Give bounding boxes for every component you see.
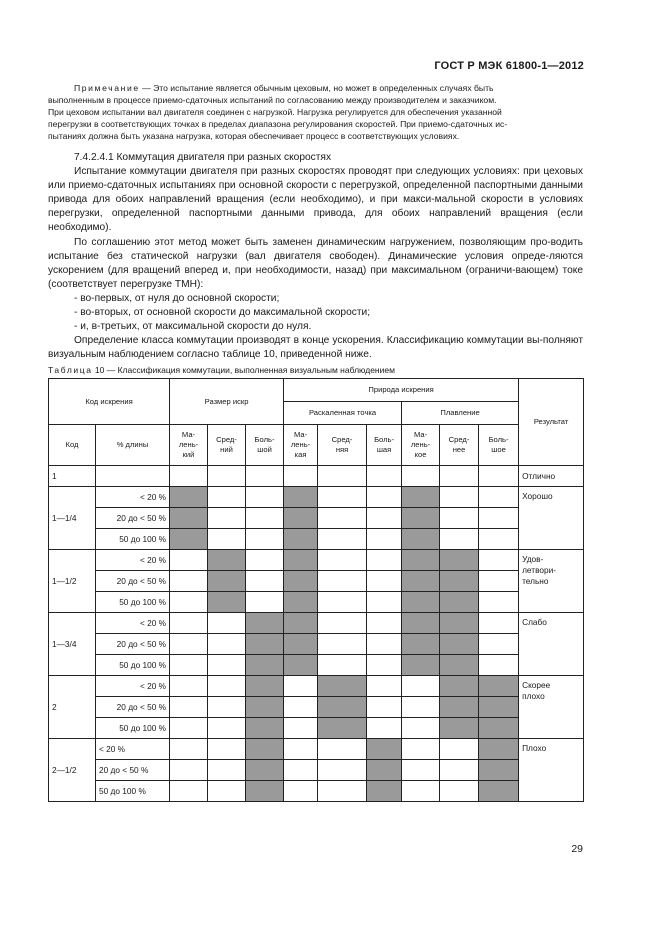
empty-cell <box>246 508 284 529</box>
shaded-cell <box>318 676 367 697</box>
shaded-cell <box>402 613 440 634</box>
empty-cell <box>367 613 402 634</box>
shaded-cell <box>402 508 440 529</box>
row-length: < 20 % <box>96 550 170 571</box>
empty-cell <box>284 781 318 802</box>
hot-point-col-2: Сред- няя <box>318 425 367 466</box>
note-label: Примечание <box>74 83 140 93</box>
empty-cell <box>170 592 208 613</box>
row-result: Скорее плохо <box>519 676 584 739</box>
shaded-cell <box>208 571 246 592</box>
shaded-cell <box>479 760 519 781</box>
empty-cell <box>208 781 246 802</box>
empty-cell <box>367 508 402 529</box>
marker-cell <box>402 466 440 487</box>
empty-cell <box>318 487 367 508</box>
shaded-cell <box>367 760 402 781</box>
shaded-cell <box>479 739 519 760</box>
empty-cell <box>208 718 246 739</box>
empty-cell <box>170 571 208 592</box>
shaded-cell <box>284 571 318 592</box>
shaded-cell <box>246 676 284 697</box>
table-row <box>49 676 584 697</box>
row-length: 50 до 100 % <box>96 529 170 550</box>
shaded-cell <box>402 571 440 592</box>
empty-cell <box>440 760 479 781</box>
shaded-cell <box>479 781 519 802</box>
table-row <box>49 760 584 781</box>
row-length: 20 до < 50 % <box>96 508 170 529</box>
shaded-cell <box>367 739 402 760</box>
empty-cell <box>367 529 402 550</box>
empty-cell <box>318 592 367 613</box>
table-row <box>49 487 584 508</box>
empty-cell <box>402 760 440 781</box>
shaded-cell <box>479 676 519 697</box>
empty-cell <box>440 487 479 508</box>
empty-cell <box>208 760 246 781</box>
shaded-cell <box>402 655 440 676</box>
empty-cell <box>246 550 284 571</box>
shaded-cell <box>440 718 479 739</box>
empty-cell <box>479 571 519 592</box>
header-code: Код <box>49 425 96 466</box>
list-item-3: - и, в-третьих, от максимальной скорости до нуля. <box>74 321 312 333</box>
note-line-2: выполненным в процессе приемо-сдаточных испытаний по согласованию между производителем и заказчиком. <box>48 95 497 105</box>
shaded-cell <box>284 592 318 613</box>
empty-cell <box>367 697 402 718</box>
shaded-cell <box>284 550 318 571</box>
marker-cell <box>367 466 402 487</box>
shaded-cell <box>246 739 284 760</box>
shaded-cell <box>284 529 318 550</box>
table-row <box>49 571 584 592</box>
table-row <box>49 466 584 487</box>
empty-cell <box>318 781 367 802</box>
row-code: 1 <box>49 466 96 487</box>
row-result: Плохо <box>519 739 584 802</box>
shaded-cell <box>479 697 519 718</box>
list-item-2: - во-вторых, от основной скорости до максимальной скорости; <box>74 307 371 319</box>
shaded-cell <box>402 529 440 550</box>
shaded-cell <box>440 613 479 634</box>
document-id: ГОСТ Р МЭК 61800-1—2012 <box>434 60 584 72</box>
shaded-cell <box>170 487 208 508</box>
shaded-cell <box>284 655 318 676</box>
empty-cell <box>246 487 284 508</box>
empty-cell <box>318 529 367 550</box>
row-length: 50 до 100 % <box>96 781 170 802</box>
marker-cell <box>479 466 519 487</box>
empty-cell <box>479 655 519 676</box>
shaded-cell <box>284 613 318 634</box>
size-col-3: Боль- шой <box>246 425 284 466</box>
row-length: 20 до < 50 % <box>96 634 170 655</box>
row-code: 1—1/4 <box>49 487 96 550</box>
empty-cell <box>402 781 440 802</box>
empty-cell <box>367 550 402 571</box>
row-result: Слабо <box>519 613 584 676</box>
row-result: Отлично <box>519 466 584 487</box>
row-length: 50 до 100 % <box>96 592 170 613</box>
table-row <box>49 550 584 571</box>
empty-cell <box>246 571 284 592</box>
empty-cell <box>367 676 402 697</box>
table-row <box>49 634 584 655</box>
row-length <box>96 466 170 487</box>
empty-cell <box>318 655 367 676</box>
row-result: Удов- летвори- тельно <box>519 550 584 613</box>
row-length: 50 до 100 % <box>96 718 170 739</box>
header-row-3 <box>49 425 584 466</box>
row-length: 50 до 100 % <box>96 655 170 676</box>
paragraph-3: Определение класса коммутации производят в конце ускорения. Классификацию коммутации вы-полняют визуальным наблюдением согласно таблице 10, приведенной ниже. <box>48 335 583 361</box>
empty-cell <box>170 634 208 655</box>
empty-cell <box>170 613 208 634</box>
row-code: 1—1/2 <box>49 550 96 613</box>
row-length: 20 до < 50 % <box>96 697 170 718</box>
header-nature: Природа искрения <box>284 379 519 402</box>
melting-col-1: Ма- лень- кое <box>402 425 440 466</box>
empty-cell <box>440 739 479 760</box>
table-row <box>49 508 584 529</box>
note-block <box>48 82 583 142</box>
header-spark-code: Код искрения <box>49 379 170 425</box>
list-item-1: - во-первых, от нуля до основной скорости; <box>74 292 280 304</box>
table-caption <box>48 365 395 375</box>
shaded-cell <box>440 655 479 676</box>
row-length: 20 до < 50 % <box>96 571 170 592</box>
shaded-cell <box>284 634 318 655</box>
hot-point-col-3: Боль- шая <box>367 425 402 466</box>
empty-cell <box>170 676 208 697</box>
empty-cell <box>170 760 208 781</box>
row-code: 1—3/4 <box>49 613 96 676</box>
shaded-cell <box>246 781 284 802</box>
empty-cell <box>367 655 402 676</box>
paragraph-1: Испытание коммутации двигателя при разных скоростях проводят при следующих условиях: при цеховых или приемо-сдаточных испытаниях при основной скорости с перегрузкой, определенной паспортными данными привода для обоих направлений вращения (если необходимо), и при макси-мальной скорости в условиях перегрузки, определенной паспортными данными привода, для обоих направлений вращения (если необходимо). <box>48 166 583 234</box>
table-row <box>49 739 584 760</box>
shaded-cell <box>440 697 479 718</box>
empty-cell <box>318 634 367 655</box>
shaded-cell <box>208 550 246 571</box>
empty-cell <box>440 781 479 802</box>
shaded-cell <box>170 529 208 550</box>
empty-cell <box>402 739 440 760</box>
shaded-cell <box>367 781 402 802</box>
row-length: < 20 % <box>96 613 170 634</box>
row-length: < 20 % <box>96 487 170 508</box>
table-row <box>49 718 584 739</box>
empty-cell <box>284 760 318 781</box>
header-row-1 <box>49 379 584 402</box>
empty-cell <box>318 613 367 634</box>
empty-cell <box>208 508 246 529</box>
empty-cell <box>208 613 246 634</box>
melting-col-3: Боль- шое <box>479 425 519 466</box>
table-row <box>49 529 584 550</box>
main-text <box>48 151 583 362</box>
empty-cell <box>479 613 519 634</box>
table-row <box>49 613 584 634</box>
paragraph-2: По соглашению этот метод может быть заменен динамическим нагружением, позволяющим про-водить испытание без статической нагрузки (вал двигателя свободен). Динамические условия опреде-ляются ускорением (для вращений вперед и, при необходимости, назад) при максимальном (ограничи-вающем) токе (соответствует перегрузке ТМН): <box>48 236 583 290</box>
empty-cell <box>402 718 440 739</box>
marker-cell <box>246 466 284 487</box>
table-row <box>49 592 584 613</box>
note-dash: — <box>139 83 154 93</box>
empty-cell <box>170 781 208 802</box>
empty-cell <box>402 676 440 697</box>
empty-cell <box>170 550 208 571</box>
empty-cell <box>318 760 367 781</box>
note-text: Это испытание является обычным цеховым, но может в определенных случаях быть <box>153 83 494 93</box>
table-body <box>49 379 584 802</box>
empty-cell <box>479 550 519 571</box>
note-line-5: пытаниях должна быть указана нагрузка, которая обеспечивает процесс в соответствующих условиях. <box>48 131 460 141</box>
shaded-cell <box>318 697 367 718</box>
hot-point-col-1: Ма- лень- кая <box>284 425 318 466</box>
empty-cell <box>367 718 402 739</box>
row-length: < 20 % <box>96 676 170 697</box>
shaded-cell <box>284 508 318 529</box>
row-code: 2—1/2 <box>49 739 96 802</box>
empty-cell <box>284 697 318 718</box>
empty-cell <box>208 655 246 676</box>
empty-cell <box>170 718 208 739</box>
shaded-cell <box>246 655 284 676</box>
empty-cell <box>170 655 208 676</box>
header-result: Результат <box>519 379 584 466</box>
shaded-cell <box>246 613 284 634</box>
header-length: % длины <box>96 425 170 466</box>
size-col-2: Сред- ний <box>208 425 246 466</box>
empty-cell <box>402 697 440 718</box>
table-row <box>49 781 584 802</box>
shaded-cell <box>246 634 284 655</box>
shaded-cell <box>208 592 246 613</box>
marker-cell <box>284 466 318 487</box>
note-line-1 <box>48 82 583 94</box>
empty-cell <box>208 487 246 508</box>
empty-cell <box>284 676 318 697</box>
row-length: < 20 % <box>96 739 170 760</box>
empty-cell <box>440 508 479 529</box>
empty-cell <box>170 739 208 760</box>
empty-cell <box>208 634 246 655</box>
shaded-cell <box>170 508 208 529</box>
shaded-cell <box>440 571 479 592</box>
empty-cell <box>318 739 367 760</box>
melting-col-2: Сред- нее <box>440 425 479 466</box>
shaded-cell <box>440 634 479 655</box>
shaded-cell <box>440 592 479 613</box>
shaded-cell <box>246 718 284 739</box>
empty-cell <box>367 571 402 592</box>
shaded-cell <box>402 550 440 571</box>
empty-cell <box>318 508 367 529</box>
note-line-3: При цеховом испытании вал двигателя соединен с нагрузкой. Нагрузка регулируется для обеспечения указанной <box>48 107 502 117</box>
table-row <box>49 697 584 718</box>
empty-cell <box>318 550 367 571</box>
empty-cell <box>440 529 479 550</box>
shaded-cell <box>246 697 284 718</box>
shaded-cell <box>402 592 440 613</box>
table-row <box>49 655 584 676</box>
empty-cell <box>367 634 402 655</box>
section-title: 7.4.2.4.1 Коммутация двигателя при разных скоростях <box>74 152 332 163</box>
empty-cell <box>479 508 519 529</box>
row-result: Хорошо <box>519 487 584 550</box>
empty-cell <box>479 592 519 613</box>
header-spark-size: Размер искр <box>170 379 284 425</box>
row-code: 2 <box>49 676 96 739</box>
marker-cell <box>440 466 479 487</box>
commutation-table <box>48 378 584 802</box>
row-length: 20 до < 50 % <box>96 760 170 781</box>
empty-cell <box>246 592 284 613</box>
size-col-1: Ма- лень- кий <box>170 425 208 466</box>
empty-cell <box>208 697 246 718</box>
page-number: 29 <box>571 843 583 855</box>
marker-cell <box>318 466 367 487</box>
empty-cell <box>367 592 402 613</box>
empty-cell <box>284 739 318 760</box>
shaded-cell <box>402 634 440 655</box>
empty-cell <box>170 697 208 718</box>
empty-cell <box>479 487 519 508</box>
shaded-cell <box>318 718 367 739</box>
empty-cell <box>208 529 246 550</box>
empty-cell <box>208 676 246 697</box>
header-hot-point: Раскаленная точка <box>284 402 402 425</box>
shaded-cell <box>479 718 519 739</box>
header-melting: Плавление <box>402 402 519 425</box>
empty-cell <box>246 529 284 550</box>
empty-cell <box>367 487 402 508</box>
empty-cell <box>479 634 519 655</box>
marker-cell <box>208 466 246 487</box>
shaded-cell <box>284 487 318 508</box>
shaded-cell <box>246 760 284 781</box>
shaded-cell <box>440 676 479 697</box>
empty-cell <box>208 739 246 760</box>
note-line-4: перегрузки в соответствующих точках в пределах диапазона регулирования скоростей. При приемо-сдаточных ис- <box>48 119 508 129</box>
shaded-cell <box>402 487 440 508</box>
marker-cell <box>170 466 208 487</box>
table-caption-text: 10 — Классификация коммутации, выполненная визуальным наблюдением <box>94 365 395 375</box>
empty-cell <box>479 529 519 550</box>
empty-cell <box>284 718 318 739</box>
empty-cell <box>318 571 367 592</box>
table-caption-label: Таблица <box>48 365 93 375</box>
shaded-cell <box>440 550 479 571</box>
